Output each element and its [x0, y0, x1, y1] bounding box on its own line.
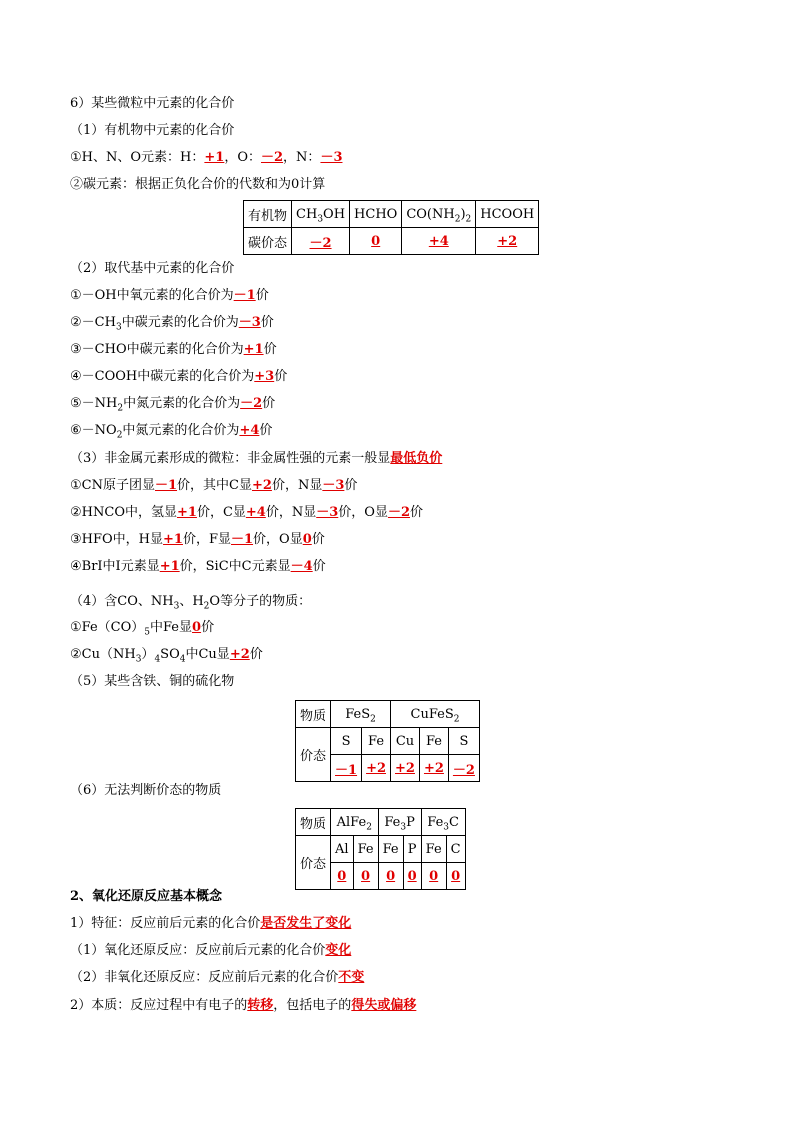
subsection-4-title: （4）含CO、$NH_3$、$H_2O$等分子的物质： — [70, 594, 312, 612]
table-cell: Cu — [391, 728, 420, 755]
subsection-3-title: （3）非金属元素形成的微粒：非金属性强的元素一般显最低负价 — [70, 451, 443, 466]
subsection-6-title: （6）无法判断价态的物质 — [70, 783, 222, 798]
answer: +1 — [204, 150, 225, 165]
table-cell: FeS$_2$ — [331, 701, 391, 728]
list-item: ④－COOH中碳元素的化合价为+3价 — [70, 369, 288, 384]
hno-valence-line — [70, 149, 342, 167]
table-answer: 0 — [331, 863, 354, 890]
list-item: （1）氧化还原反应：反应前后元素的化合价变化 — [70, 943, 352, 958]
table-header: 物质 — [296, 809, 331, 836]
table-header: 有机物 — [244, 201, 292, 228]
list-item: ③－CHO中碳元素的化合价为+1价 — [70, 342, 277, 357]
list-item: ②HNCO中，氢显+1价，C显+4价，N显－3价，O显－2价 — [70, 505, 424, 520]
table-answer: 0 — [446, 863, 465, 890]
answer: +3 — [254, 369, 275, 384]
list-item: ①－OH中氧元素的化合价为－1价 — [70, 288, 269, 303]
list-item: $⑥-NO_2$中氮元素的化合价为+4价 — [70, 423, 273, 441]
table-cell: S — [331, 728, 362, 755]
table-cell: Al — [331, 836, 354, 863]
table-answer: +2 — [362, 755, 391, 782]
table-answer: +2 — [391, 755, 420, 782]
list-item: $②-CH_3$中碳元素的化合价为－3价 — [70, 315, 274, 333]
sulfide-valence-table — [295, 700, 480, 782]
list-item: 2）本质：反应过程中有电子的转移，包括电子的得失或偏移 — [70, 998, 417, 1013]
answer: －1 — [233, 288, 256, 303]
table-answer: －2 — [448, 755, 479, 782]
text: ，O： — [224, 150, 261, 165]
table-header: 碳价态 — [244, 228, 292, 255]
table-answer: +4 — [402, 228, 476, 255]
table-answer: －2 — [292, 228, 350, 255]
table-header: 价态 — [296, 728, 331, 782]
answer: 最低负价 — [390, 451, 443, 466]
table-cell: $CH_3OH$ — [292, 201, 350, 228]
answer: －2 — [261, 150, 284, 165]
table-answer: 0 — [403, 863, 421, 890]
table-cell: Fe — [362, 728, 391, 755]
list-item: ④BrI中I元素显+1价，SiC中C元素显－4价 — [70, 559, 326, 574]
table-cell: S — [448, 728, 479, 755]
table-cell: HCOOH — [476, 201, 539, 228]
answer: +4 — [239, 423, 260, 438]
answer: －2 — [240, 396, 263, 411]
text: ①H、N、O元素：H： — [70, 150, 205, 165]
table-cell: $Fe_3C$ — [421, 809, 465, 836]
table-answer: 0 — [353, 863, 378, 890]
table-header: 价态 — [296, 836, 331, 890]
subsection-5-title: （5）某些含铁、铜的硫化物 — [70, 674, 235, 689]
table-header: 物质 — [296, 701, 331, 728]
table-answer: －1 — [331, 755, 362, 782]
table-cell: HCHO — [350, 201, 402, 228]
table-answer: +2 — [476, 228, 539, 255]
subsection-1-title: （1）有机物中元素的化合价 — [70, 123, 235, 138]
organic-valence-table — [243, 200, 539, 255]
table-cell: P — [403, 836, 421, 863]
subsection-2-title: （2）取代基中元素的化合价 — [70, 261, 235, 276]
list-item: $①Fe(CO)_5$中Fe显0价 — [70, 620, 215, 638]
section-2-heading: 2、氧化还原反应基本概念 — [70, 889, 223, 904]
list-item: 1）特征：反应前后元素的化合价是否发生了变化 — [70, 916, 352, 931]
list-item: $⑤-NH_2$中氮元素的化合价为－2价 — [70, 396, 276, 414]
table-cell: $Fe_3P$ — [378, 809, 421, 836]
answer: －3 — [238, 315, 261, 330]
list-item: $②Cu(NH_3)_4SO_4$中Cu显+2价 — [70, 647, 263, 665]
answer: +1 — [243, 342, 264, 357]
table-cell: $CO(NH_2)_2$ — [402, 201, 476, 228]
table-cell: CuFeS$_2$ — [391, 701, 480, 728]
section-6-title: 6）某些微粒中元素的化合价 — [70, 96, 235, 111]
answer: －3 — [320, 150, 343, 165]
table-answer: 0 — [378, 863, 403, 890]
carbon-rule-line: ②碳元素：根据正负化合价的代数和为0计算 — [70, 177, 326, 192]
text: ，N： — [283, 150, 321, 165]
table-cell: Fe — [378, 836, 403, 863]
table-cell: Fe — [419, 728, 448, 755]
list-item: （2）非氧化还原反应：反应前后元素的化合价不变 — [70, 970, 365, 985]
table-cell: AlFe$_2$ — [331, 809, 379, 836]
table-cell: C — [446, 836, 465, 863]
list-item: ①CN原子团显－1价，其中C显+2价，N显－3价 — [70, 478, 358, 493]
table-cell: Fe — [421, 836, 446, 863]
table-answer: 0 — [421, 863, 446, 890]
undetermined-valence-table — [295, 808, 466, 890]
list-item: ③HFO中，H显+1价，F显－1价，O显0价 — [70, 532, 325, 547]
table-answer: +2 — [419, 755, 448, 782]
table-cell: Fe — [353, 836, 378, 863]
table-answer: 0 — [350, 228, 402, 255]
